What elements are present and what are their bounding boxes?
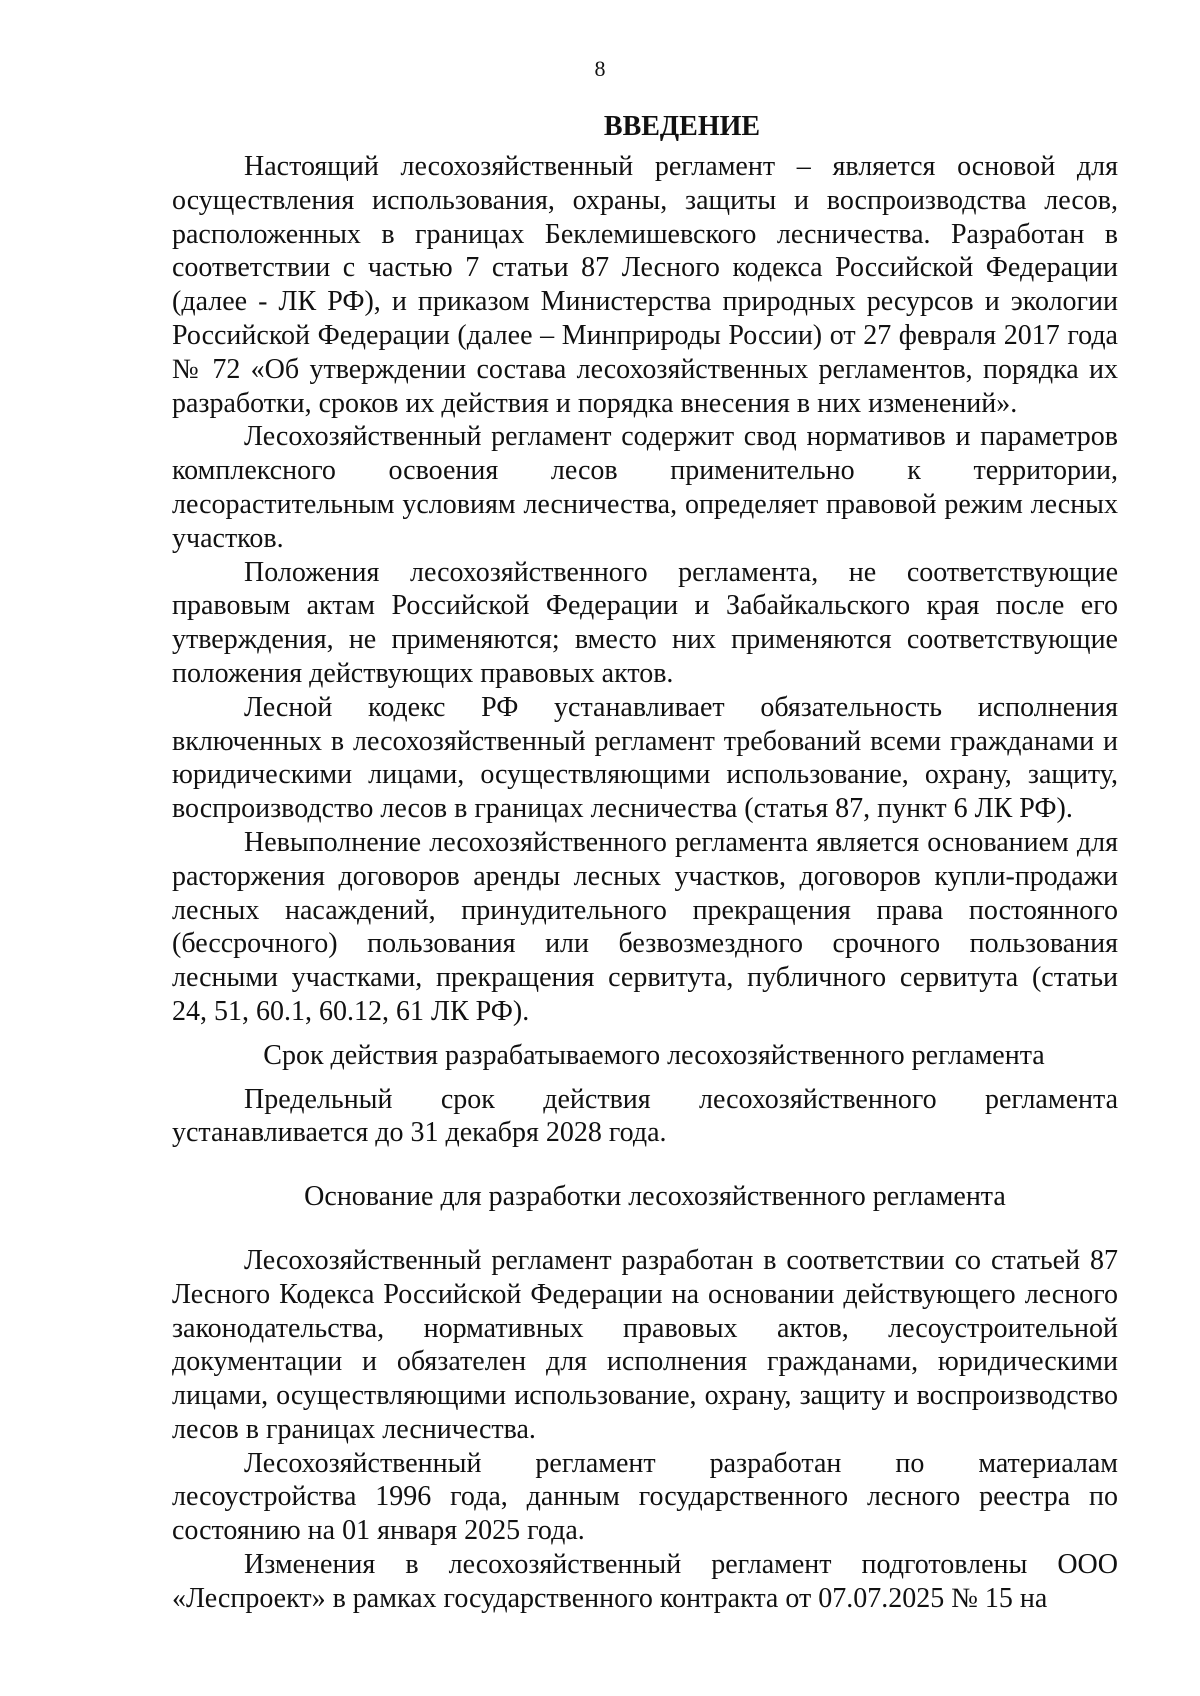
paragraph: Изменения в лесохозяйственный регламент подготовлены ООО «Леспроект» в рамках государственного контракта от 07.07.2025 № 15 на [172, 1549, 1118, 1614]
page-number: 8 [594, 56, 606, 81]
section-heading: ВВЕДЕНИЕ [603, 111, 761, 142]
subsection-title-term: Срок действия разрабатываемого лесохозяйственного регламента [263, 1039, 1045, 1071]
paragraph: Лесохозяйственный регламент разработан по материалам лесоустройства 1996 года, данным государственного лесного реестра по состоянию на 01 января 2025 года. [172, 1447, 1118, 1547]
paragraph: Лесохозяйственный регламент содержит свод нормативов и параметров комплексного освоения лесов применительно к территории, лесорастительным условиям лесничества, определяет правовой режим лесных участков. [172, 421, 1118, 554]
paragraph: Лесной кодекс РФ устанавливает обязательность исполнения включенных в лесохозяйственный регламент требований всеми гражданами и юридическими лицами, осуществляющими использование, охрану, защиту, воспроизводство лесов в границах лесничества (статья 87, пункт 6 ЛК РФ). [172, 691, 1118, 825]
subsection-title-basis: Основание для разработки лесохозяйственного регламента [304, 1181, 1006, 1213]
paragraph: Положения лесохозяйственного регламента, не соответствующие правовым актам Российской Федерации и Забайкальского края после его утверждения, не применяются; вместо них применяются соответствующие положения действующих правовых актов. [172, 556, 1118, 689]
paragraph: Лесохозяйственный регламент разработан в соответствии со статьей 87 Лесного Кодекса Российской Федерации на основании действующего лесного законодательства, нормативных правовых актов, лесоустроительной документации и обязателен для исполнения гражданами, юридическими лицами, осуществляющими использование, охрану, защиту и воспроизводство лесов в границах лесничества. [172, 1244, 1118, 1445]
paragraph-term: Предельный срок действия лесохозяйственного регламента устанавливается до 31 декабря 2028 года. [172, 1083, 1118, 1149]
paragraph: Настоящий лесохозяйственный регламент – является основой для осуществления использования, охраны, защиты и воспроизводства лесов, расположенных в границах Беклемишевского лесничества. Разработан в соответствии с частью 7 статьи 87 Лесного кодекса Российской Федерации (далее - ЛК РФ), и приказом Министерства природных ресурсов и экологии Российской Федерации (далее – Минприроды России) от 27 февраля 2017 года № 72 «Об утверждении состава лесохозяйственных регламентов, порядка их разработки, сроков их действия и порядка внесения в них изменений». [172, 151, 1118, 419]
paragraph: Невыполнение лесохозяйственного регламента является основанием для расторжения договоров аренды лесных участков, договоров купли-продажи лесных насаждений, принудительного прекращения права постоянного (бессрочного) пользования или безвозмездного срочного пользования лесными участками, прекращения сервитута, публичного сервитута (статьи 24, 51, 60.1, 60.12, 61 ЛК РФ). [172, 826, 1118, 1027]
page-content [172, 110, 1118, 1616]
